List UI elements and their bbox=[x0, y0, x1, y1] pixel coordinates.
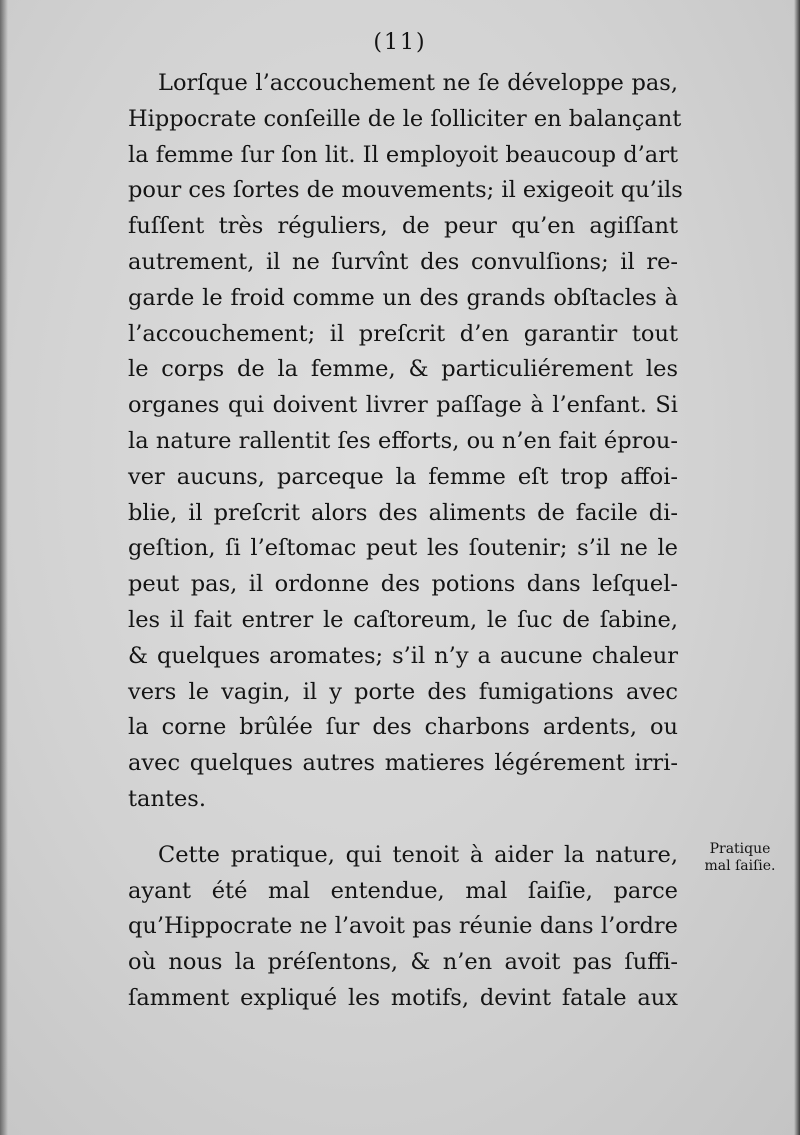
text-line: geſtion, ſi l’eſtomac peut les ſoutenir; s’il ne le bbox=[128, 535, 678, 562]
text-line: le corps de la femme, & particuliérement les bbox=[128, 356, 678, 383]
text-line: où nous la préſentons, & n’en avoit pas ſuffi- bbox=[128, 949, 678, 976]
text-line: l’accouchement; il preſcrit d’en garantir tout bbox=[128, 320, 678, 347]
text-line: peut pas, il ordonne des potions dans leſquel- bbox=[128, 571, 678, 598]
text-line: pour ces ſortes de mouvements; il exigeoit qu’ils bbox=[128, 177, 683, 204]
paragraph-1 bbox=[128, 66, 683, 818]
margin-note bbox=[685, 841, 795, 875]
text-line: les il fait entrer le caſtoreum, le ſuc de ſabine, bbox=[128, 606, 678, 633]
page-edge-shadow-left bbox=[0, 0, 8, 1135]
text-line: la femme ſur ſon lit. Il employoit beaucoup d’art bbox=[128, 141, 678, 168]
text-line: Cette pratique, qui tenoit à aider la nature, bbox=[158, 841, 678, 868]
text-line: autrement, il ne ſurvînt des convulſions; il re- bbox=[128, 248, 678, 275]
text-line: vers le vagin, il y porte des fumigations avec bbox=[128, 678, 678, 705]
text-line: la corne brûlée ſur des charbons ardents, ou bbox=[128, 714, 678, 741]
page-edge-shadow-right bbox=[794, 0, 800, 1135]
paragraph-2 bbox=[128, 838, 678, 1017]
text-line: Lorſque l’accouchement ne ſe développe pas, bbox=[158, 70, 678, 96]
margin-note-line: Pratique bbox=[709, 841, 771, 857]
body-text bbox=[128, 66, 683, 1017]
text-line: qu’Hippocrate ne l’avoit pas réunie dans l’ordre bbox=[128, 913, 678, 940]
text-line: fuſſent très réguliers, de peur qu’en agiſſant bbox=[128, 213, 678, 240]
text-line: tantes. bbox=[128, 785, 207, 812]
text-line: avec quelques autres matieres légérement irri- bbox=[128, 750, 678, 777]
margin-note-line: mal ſaiſie. bbox=[704, 858, 776, 874]
text-line: ayant été mal entendue, mal ſaiſie, parce bbox=[128, 877, 678, 904]
text-line: Hippocrate conſeille de le ſolliciter en balançant bbox=[128, 105, 682, 132]
paragraph-spacer bbox=[128, 818, 678, 838]
text-line: blie, il preſcrit alors des aliments de facile di- bbox=[128, 499, 678, 526]
text-line: organes qui doivent livrer paſſage à l’enfant. Si bbox=[128, 392, 678, 419]
text-line: ver aucuns, parceque la femme eſt trop affoi- bbox=[128, 463, 678, 490]
text-line: ſamment expliqué les motifs, devint fatale aux bbox=[128, 984, 678, 1011]
text-line: garde le froid comme un des grands obſtacles à bbox=[128, 284, 678, 311]
text-line: & quelques aromates; s’il n’y a aucune chaleur bbox=[128, 642, 678, 669]
page-number: (11) bbox=[373, 30, 427, 55]
text-line: la nature rallentit ſes efforts, ou n’en fait éprou- bbox=[128, 427, 678, 454]
